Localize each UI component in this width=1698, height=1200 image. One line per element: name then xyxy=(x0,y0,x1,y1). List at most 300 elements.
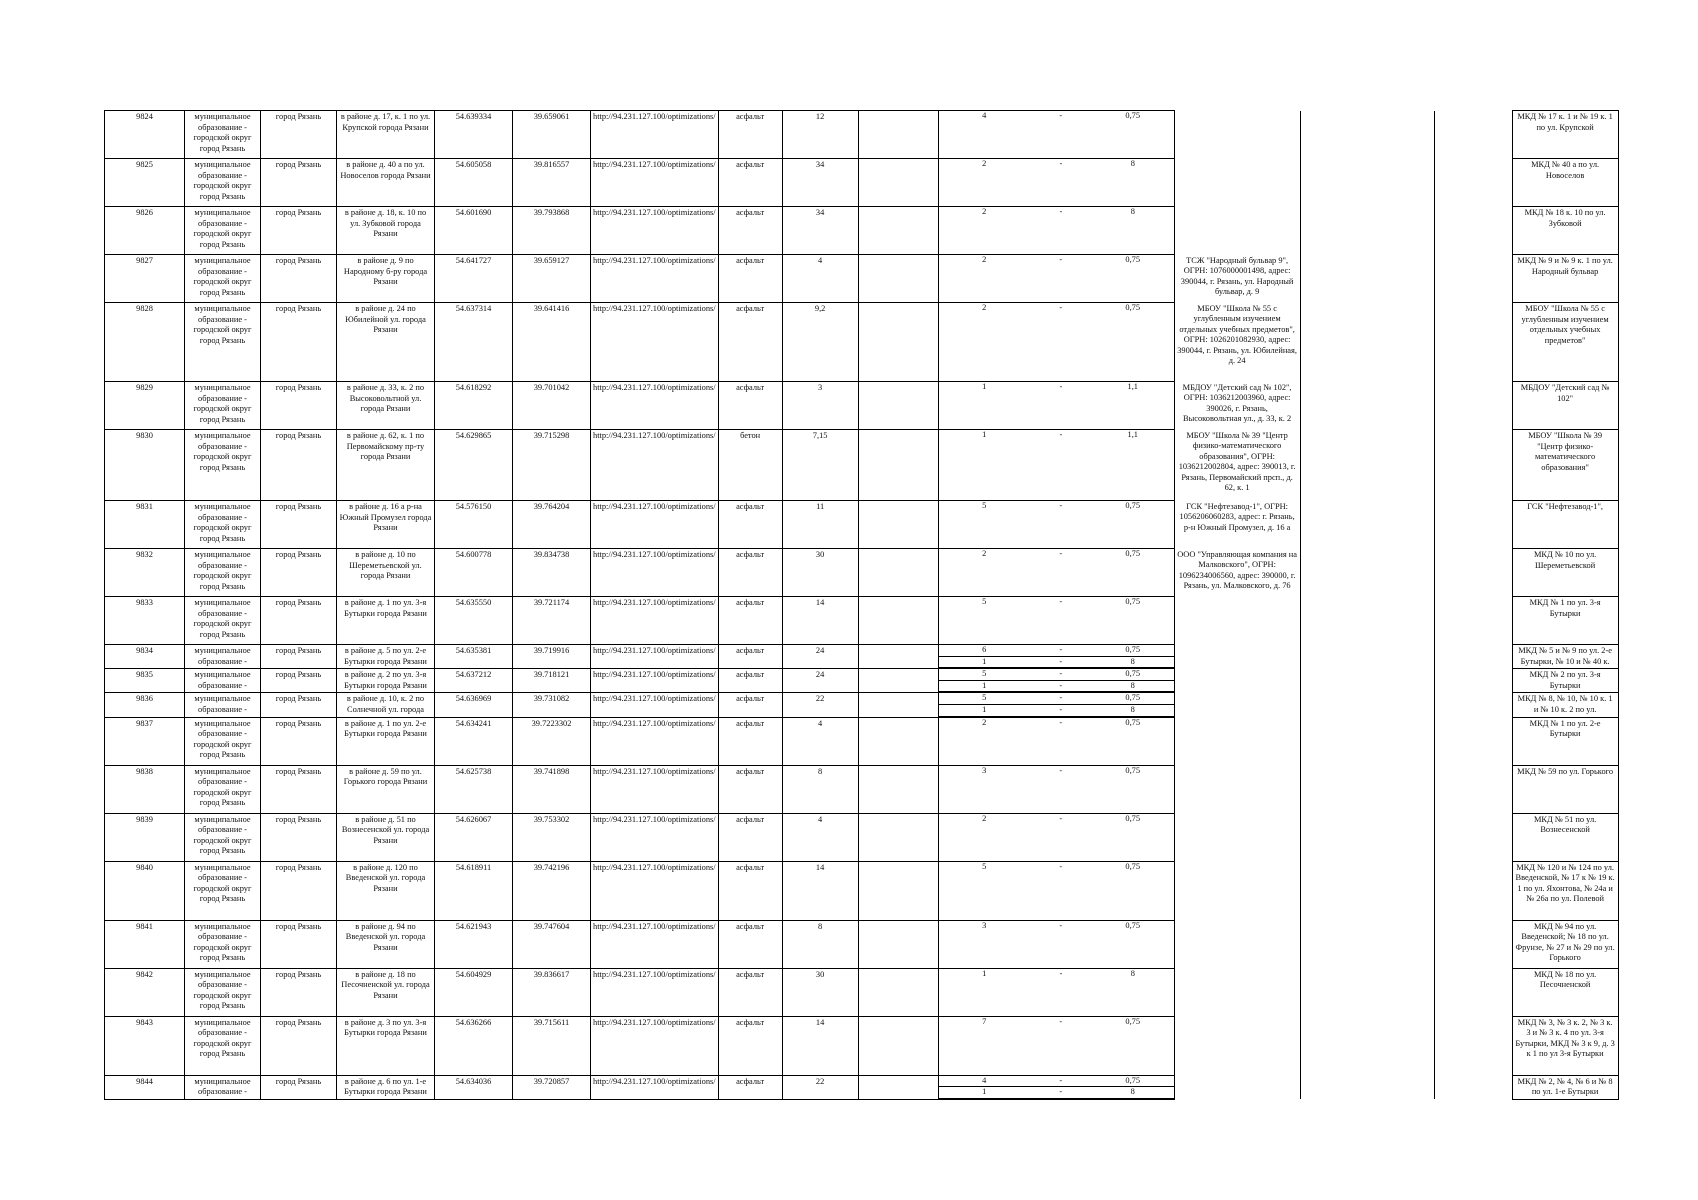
surface-type: бетон xyxy=(718,430,782,501)
municipality: муниципальное образование - городской округ город Рязань xyxy=(185,920,261,968)
container-group xyxy=(938,1075,1174,1099)
owner-info xyxy=(1174,1075,1300,1099)
empty-cell xyxy=(858,693,938,717)
longitude: 39.764204 xyxy=(513,501,591,549)
served-objects: МБОУ "Школа № 55 с углубленным изучением отдельных учебных предметов" xyxy=(1512,303,1618,382)
blank-col-a xyxy=(1300,159,1434,207)
longitude: 39.741898 xyxy=(513,765,591,813)
row-number: 9827 xyxy=(105,255,185,303)
surface-type: асфальт xyxy=(718,645,782,669)
latitude: 54.621943 xyxy=(435,920,513,968)
served-objects: МКД № 18 по ул. Песочненской xyxy=(1512,968,1618,1016)
container-dash: - xyxy=(1030,680,1092,692)
latitude: 54.634241 xyxy=(435,717,513,765)
blank-col-a xyxy=(1300,111,1434,159)
municipality: муниципальное образование - городской округ город Рязань xyxy=(185,765,261,813)
served-objects: МКД № 8, № 10, № 10 к. 1 и № 10 к. 2 по ул. xyxy=(1512,693,1618,717)
map-link[interactable]: http://94.231.127.100/optimizations/ xyxy=(591,669,719,693)
container-dash: - xyxy=(1059,111,1063,120)
map-link[interactable]: http://94.231.127.100/optimizations/ xyxy=(591,597,719,645)
owner-info xyxy=(1174,111,1300,159)
longitude: 39.834738 xyxy=(513,549,591,597)
container-count: 2 xyxy=(982,207,987,216)
table-row xyxy=(105,111,1619,159)
area-value: 14 xyxy=(782,597,858,645)
area-value: 4 xyxy=(782,717,858,765)
container-count: 2 xyxy=(982,303,987,312)
map-link[interactable]: http://94.231.127.100/optimizations/ xyxy=(591,645,719,669)
container-group xyxy=(938,430,1174,501)
container-dash: - xyxy=(1059,207,1063,216)
blank-col-a xyxy=(1300,1016,1434,1075)
table-row xyxy=(105,968,1619,1016)
row-number: 9828 xyxy=(105,303,185,382)
latitude: 54.625738 xyxy=(435,765,513,813)
container-group xyxy=(938,693,1174,717)
container-group xyxy=(938,382,1174,430)
surface-type: асфальт xyxy=(718,501,782,549)
owner-info xyxy=(1174,968,1300,1016)
location-address: в районе д. 62, к. 1 по Первомайскому пр-ту города Рязани xyxy=(337,430,435,501)
blank-col-b xyxy=(1434,207,1512,255)
municipality: муниципальное образование - городской округ город Рязань xyxy=(185,501,261,549)
municipality: муниципальное образование - городской округ город Рязань xyxy=(185,861,261,920)
location-address: в районе д. 9 по Народному б-ру города Рязани xyxy=(337,255,435,303)
surface-type: асфальт xyxy=(718,159,782,207)
container-count: 3 xyxy=(982,765,987,775)
empty-cell xyxy=(858,303,938,382)
container-dash: - xyxy=(1030,1076,1092,1087)
map-link[interactable]: http://94.231.127.100/optimizations/ xyxy=(591,968,719,1016)
location-address: в районе д. 120 по Введенской ул. города Рязани xyxy=(337,861,435,920)
container-volume: 8 xyxy=(1092,1087,1174,1099)
container-volume: 0,75 xyxy=(1125,717,1141,727)
city: город Рязань xyxy=(261,303,337,382)
blank-col-a xyxy=(1300,430,1434,501)
blank-col-a xyxy=(1300,549,1434,597)
blank-col-a xyxy=(1300,920,1434,968)
location-address: в районе д. 94 по Введенской ул. города Рязани xyxy=(337,920,435,968)
empty-cell xyxy=(858,111,938,159)
municipality: муниципальное образование - xyxy=(185,669,261,693)
container-dash: - xyxy=(1059,920,1063,930)
container-count: 1 xyxy=(982,382,987,391)
location-address: в районе д. 16 а р-на Южный Промузел города Рязани xyxy=(337,501,435,549)
served-objects: МКД № 51 по ул. Вознесенской xyxy=(1512,813,1618,861)
municipality: муниципальное образование - городской округ город Рязань xyxy=(185,430,261,501)
surface-type: асфальт xyxy=(718,1075,782,1099)
surface-type: асфальт xyxy=(718,920,782,968)
area-value: 34 xyxy=(782,207,858,255)
container-volume: 0,75 xyxy=(1125,765,1141,775)
map-link[interactable]: http://94.231.127.100/optimizations/ xyxy=(591,693,719,717)
city: город Рязань xyxy=(261,861,337,920)
city: город Рязань xyxy=(261,501,337,549)
container-volume: 0,75 xyxy=(1092,1076,1174,1087)
table-row xyxy=(105,430,1619,501)
container-volume: 0,75 xyxy=(1125,255,1141,264)
area-value: 22 xyxy=(782,693,858,717)
city: город Рязань xyxy=(261,207,337,255)
blank-col-b xyxy=(1434,669,1512,693)
latitude: 54.637314 xyxy=(435,303,513,382)
latitude: 54.629865 xyxy=(435,430,513,501)
blank-col-b xyxy=(1434,861,1512,920)
container-dash: - xyxy=(1059,501,1063,510)
longitude: 39.721174 xyxy=(513,597,591,645)
surface-type: асфальт xyxy=(718,382,782,430)
blank-col-b xyxy=(1434,717,1512,765)
row-number: 9844 xyxy=(105,1075,185,1099)
area-value: 7,15 xyxy=(782,430,858,501)
owner-info xyxy=(1174,1016,1300,1075)
owner-info xyxy=(1174,597,1300,645)
map-link[interactable]: http://94.231.127.100/optimizations/ xyxy=(591,303,719,382)
map-link[interactable]: http://94.231.127.100/optimizations/ xyxy=(591,1016,719,1075)
blank-col-a xyxy=(1300,255,1434,303)
latitude: 54.601690 xyxy=(435,207,513,255)
blank-col-b xyxy=(1434,430,1512,501)
city: город Рязань xyxy=(261,1016,337,1075)
container-group xyxy=(938,501,1174,549)
map-link[interactable]: http://94.231.127.100/optimizations/ xyxy=(591,765,719,813)
city: город Рязань xyxy=(261,159,337,207)
row-number: 9826 xyxy=(105,207,185,255)
surface-type: асфальт xyxy=(718,549,782,597)
served-objects: МКД № 9 и № 9 к. 1 по ул. Народный бульвар xyxy=(1512,255,1618,303)
city: город Рязань xyxy=(261,111,337,159)
owner-info: МБДОУ "Детский сад № 102", ОГРН: 1036212003960, адрес: 390026, г. Рязань, Высоковольтная ул., д. 33, к. 2 xyxy=(1174,382,1300,430)
table-row xyxy=(105,549,1619,597)
container-dash: - xyxy=(1030,656,1092,668)
city: город Рязань xyxy=(261,597,337,645)
longitude: 39.659061 xyxy=(513,111,591,159)
municipality: муниципальное образование - городской округ город Рязань xyxy=(185,597,261,645)
blank-col-a xyxy=(1300,669,1434,693)
map-link[interactable]: http://94.231.127.100/optimizations/ xyxy=(591,159,719,207)
municipality: муниципальное образование - городской округ город Рязань xyxy=(185,255,261,303)
location-address: в районе д. 18 по Песочненской ул. города Рязани xyxy=(337,968,435,1016)
container-volume: 0,75 xyxy=(1125,861,1141,871)
blank-col-b xyxy=(1434,111,1512,159)
blank-col-a xyxy=(1300,1075,1434,1099)
row-number: 9832 xyxy=(105,549,185,597)
served-objects: МКД № 94 по ул. Введенской; № 18 по ул. Фрунзе, № 27 и № 29 по ул. Горького xyxy=(1512,920,1618,968)
latitude: 54.600778 xyxy=(435,549,513,597)
longitude: 39.816557 xyxy=(513,159,591,207)
container-count: 1 xyxy=(982,968,987,978)
location-address: в районе д. 24 по Юбилейной ул. города Рязани xyxy=(337,303,435,382)
latitude: 54.605058 xyxy=(435,159,513,207)
area-value: 8 xyxy=(782,765,858,813)
area-value: 30 xyxy=(782,968,858,1016)
municipality: муниципальное образование - городской округ город Рязань xyxy=(185,159,261,207)
container-group xyxy=(938,765,1174,813)
container-dash: - xyxy=(1030,669,1092,680)
empty-cell xyxy=(858,861,938,920)
container-volume: 0,75 xyxy=(1092,645,1174,656)
container-count: 4 xyxy=(939,1076,1030,1087)
map-link[interactable]: http://94.231.127.100/optimizations/ xyxy=(591,255,719,303)
map-link[interactable]: http://94.231.127.100/optimizations/ xyxy=(591,920,719,968)
container-count: 7 xyxy=(982,1016,987,1026)
blank-col-b xyxy=(1434,1075,1512,1099)
container-dash: - xyxy=(1059,861,1063,871)
container-volume: 0,75 xyxy=(1125,920,1141,930)
map-link[interactable]: http://94.231.127.100/optimizations/ xyxy=(591,549,719,597)
table-row xyxy=(105,207,1619,255)
municipality: муниципальное образование - xyxy=(185,645,261,669)
row-number: 9835 xyxy=(105,669,185,693)
location-address: в районе д. 59 по ул. Горького города Рязани xyxy=(337,765,435,813)
container-volume: 0,75 xyxy=(1125,813,1141,823)
row-number: 9833 xyxy=(105,597,185,645)
city: город Рязань xyxy=(261,693,337,717)
area-value: 4 xyxy=(782,255,858,303)
row-number: 9837 xyxy=(105,717,185,765)
surface-type: асфальт xyxy=(718,765,782,813)
area-value: 22 xyxy=(782,1075,858,1099)
latitude: 54.636266 xyxy=(435,1016,513,1075)
container-dash: - xyxy=(1059,813,1063,823)
area-value: 30 xyxy=(782,549,858,597)
latitude: 54.636969 xyxy=(435,693,513,717)
municipality: муниципальное образование - городской округ город Рязань xyxy=(185,207,261,255)
empty-cell xyxy=(858,717,938,765)
container-volume: 8 xyxy=(1092,656,1174,668)
served-objects: МКД № 59 по ул. Горького xyxy=(1512,765,1618,813)
container-count: 1 xyxy=(939,656,1030,668)
owner-info xyxy=(1174,693,1300,717)
map-link[interactable]: http://94.231.127.100/optimizations/ xyxy=(591,111,719,159)
surface-type: асфальт xyxy=(718,717,782,765)
location-address: в районе д. 1 по ул. 3-я Бутырки города Рязани xyxy=(337,597,435,645)
container-group xyxy=(938,549,1174,597)
latitude: 54.626067 xyxy=(435,813,513,861)
container-group xyxy=(938,669,1174,693)
container-group xyxy=(938,159,1174,207)
container-dash: - xyxy=(1059,382,1063,391)
served-objects: ГСК "Нефтезавод-1", xyxy=(1512,501,1618,549)
row-number: 9836 xyxy=(105,693,185,717)
blank-col-a xyxy=(1300,597,1434,645)
empty-cell xyxy=(858,1075,938,1099)
container-volume: 8 xyxy=(1092,704,1174,716)
latitude: 54.639334 xyxy=(435,111,513,159)
row-number: 9831 xyxy=(105,501,185,549)
owner-info xyxy=(1174,159,1300,207)
map-link[interactable]: http://94.231.127.100/optimizations/ xyxy=(591,813,719,861)
container-count: 5 xyxy=(982,597,987,606)
table-row xyxy=(105,693,1619,717)
location-address: в районе д. 6 по ул. 1-е Бутырки города Рязани xyxy=(337,1075,435,1099)
blank-col-b xyxy=(1434,501,1512,549)
location-address: в районе д. 10, к. 2 по Солнечной ул. города xyxy=(337,693,435,717)
served-objects: МБОУ "Школа № 39 "Центр физико-математического образования" xyxy=(1512,430,1618,501)
map-link[interactable]: http://94.231.127.100/optimizations/ xyxy=(591,717,719,765)
latitude: 54.635550 xyxy=(435,597,513,645)
row-number: 9834 xyxy=(105,645,185,669)
owner-info xyxy=(1174,813,1300,861)
container-count: 4 xyxy=(982,111,987,120)
empty-cell xyxy=(858,669,938,693)
longitude: 39.719916 xyxy=(513,645,591,669)
blank-col-b xyxy=(1434,813,1512,861)
longitude: 39.836617 xyxy=(513,968,591,1016)
container-group xyxy=(938,861,1174,920)
table-row xyxy=(105,255,1619,303)
latitude: 54.635381 xyxy=(435,645,513,669)
map-link[interactable]: http://94.231.127.100/optimizations/ xyxy=(591,207,719,255)
served-objects: МКД № 2 по ул. 3-я Бутырки xyxy=(1512,669,1618,693)
map-link[interactable]: http://94.231.127.100/optimizations/ xyxy=(591,861,719,920)
table-row xyxy=(105,861,1619,920)
municipality: муниципальное образование - xyxy=(185,693,261,717)
city: город Рязань xyxy=(261,968,337,1016)
container-count: 1 xyxy=(939,704,1030,716)
blank-col-a xyxy=(1300,382,1434,430)
latitude: 54.637212 xyxy=(435,669,513,693)
row-number: 9829 xyxy=(105,382,185,430)
empty-cell xyxy=(858,597,938,645)
owner-info: ТСЖ "Народный бульвар 9", ОГРН: 1076000001498, адрес: 390044, г. Рязань, ул. Народный бульвар, д. 9 xyxy=(1174,255,1300,303)
blank-col-b xyxy=(1434,159,1512,207)
empty-cell xyxy=(858,968,938,1016)
empty-cell xyxy=(858,549,938,597)
row-number: 9839 xyxy=(105,813,185,861)
map-link[interactable]: http://94.231.127.100/optimizations/ xyxy=(591,430,719,501)
row-number: 9841 xyxy=(105,920,185,968)
empty-cell xyxy=(858,645,938,669)
container-volume: 8 xyxy=(1092,680,1174,692)
area-value: 11 xyxy=(782,501,858,549)
latitude: 54.618911 xyxy=(435,861,513,920)
container-dash: - xyxy=(1059,303,1063,312)
latitude: 54.576150 xyxy=(435,501,513,549)
longitude: 39.718121 xyxy=(513,669,591,693)
container-count: 6 xyxy=(939,645,1030,656)
container-dash: - xyxy=(1059,968,1063,978)
container-group xyxy=(938,968,1174,1016)
container-dash: - xyxy=(1030,645,1092,656)
empty-cell xyxy=(858,207,938,255)
container-count: 1 xyxy=(939,680,1030,692)
owner-info: ГСК "Нефтезавод-1", ОГРН: 1056206060283, адрес: г. Рязань, р-н Южный Промузел, д. 16 а xyxy=(1174,501,1300,549)
container-dash: - xyxy=(1059,717,1063,727)
container-volume: 0,75 xyxy=(1125,1016,1141,1026)
served-objects: МКД № 3, № 3 к. 2, № 3 к. 3 и № 3 к. 4 по ул. 3-я Бутырки, МКД № 3 к 9, д. 3 к 1 по ул 3-я Бутырки xyxy=(1512,1016,1618,1075)
blank-col-b xyxy=(1434,968,1512,1016)
surface-type: асфальт xyxy=(718,303,782,382)
map-link[interactable]: http://94.231.127.100/optimizations/ xyxy=(591,382,719,430)
city: город Рязань xyxy=(261,717,337,765)
blank-col-b xyxy=(1434,549,1512,597)
empty-cell xyxy=(858,430,938,501)
longitude: 39.753302 xyxy=(513,813,591,861)
container-group xyxy=(938,597,1174,645)
container-dash: - xyxy=(1059,255,1063,264)
served-objects: МБДОУ "Детский сад № 102" xyxy=(1512,382,1618,430)
longitude: 39.659127 xyxy=(513,255,591,303)
container-group xyxy=(938,920,1174,968)
area-value: 12 xyxy=(782,111,858,159)
longitude: 39.747604 xyxy=(513,920,591,968)
area-value: 34 xyxy=(782,159,858,207)
container-volume: 0,75 xyxy=(1125,303,1141,312)
table-row xyxy=(105,813,1619,861)
container-count: 1 xyxy=(982,430,987,439)
table-row xyxy=(105,159,1619,207)
blank-col-a xyxy=(1300,303,1434,382)
container-volume: 0,75 xyxy=(1125,549,1141,558)
surface-type: асфальт xyxy=(718,1016,782,1075)
row-number: 9830 xyxy=(105,430,185,501)
area-value: 24 xyxy=(782,669,858,693)
served-objects: МКД № 1 по ул. 3-я Бутырки xyxy=(1512,597,1618,645)
row-number: 9842 xyxy=(105,968,185,1016)
row-number: 9838 xyxy=(105,765,185,813)
longitude: 39.731082 xyxy=(513,693,591,717)
served-objects: МКД № 2, № 4, № 6 и № 8 по ул. 1-е Бутырки xyxy=(1512,1075,1618,1099)
container-count: 2 xyxy=(982,255,987,264)
table-row xyxy=(105,669,1619,693)
container-volume: 0,75 xyxy=(1092,693,1174,704)
empty-cell xyxy=(858,1016,938,1075)
container-count: 5 xyxy=(982,501,987,510)
location-address: в районе д. 2 по ул. 3-я Бутырки города Рязани xyxy=(337,669,435,693)
location-address: в районе д. 1 по ул. 2-е Бутырки города Рязани xyxy=(337,717,435,765)
container-group xyxy=(938,813,1174,861)
container-count: 5 xyxy=(939,693,1030,704)
blank-col-b xyxy=(1434,255,1512,303)
location-address: в районе д. 18, к. 10 по ул. Зубковой города Рязани xyxy=(337,207,435,255)
blank-col-b xyxy=(1434,693,1512,717)
container-volume: 8 xyxy=(1130,968,1135,978)
empty-cell xyxy=(858,813,938,861)
longitude: 39.715298 xyxy=(513,430,591,501)
city: город Рязань xyxy=(261,669,337,693)
location-address: в районе д. 17, к. 1 по ул. Крупской города Рязани xyxy=(337,111,435,159)
container-count: 5 xyxy=(939,669,1030,680)
map-link[interactable]: http://94.231.127.100/optimizations/ xyxy=(591,501,719,549)
container-count: 1 xyxy=(939,1087,1030,1099)
blank-col-a xyxy=(1300,207,1434,255)
municipality: муниципальное образование - городской округ город Рязань xyxy=(185,111,261,159)
container-volume: 0,75 xyxy=(1125,597,1141,606)
served-objects: МКД № 18 к. 10 по ул. Зубковой xyxy=(1512,207,1618,255)
municipality: муниципальное образование - городской округ город Рязань xyxy=(185,717,261,765)
longitude: 39.641416 xyxy=(513,303,591,382)
container-dash: - xyxy=(1059,549,1063,558)
container-volume: 0,75 xyxy=(1125,111,1141,120)
area-value: 14 xyxy=(782,1016,858,1075)
surface-type: асфальт xyxy=(718,111,782,159)
city: город Рязань xyxy=(261,920,337,968)
map-link[interactable]: http://94.231.127.100/optimizations/ xyxy=(591,1075,719,1099)
blank-col-a xyxy=(1300,645,1434,669)
owner-info: ООО "Управляющая компания на Малковского", ОГРН: 1096234006560, адрес: 390000, г. Рязань, ул. Малковского, д. 76 xyxy=(1174,549,1300,597)
container-group xyxy=(938,1016,1174,1075)
container-dash: - xyxy=(1030,704,1092,716)
area-value: 8 xyxy=(782,920,858,968)
blank-col-a xyxy=(1300,693,1434,717)
blank-col-b xyxy=(1434,920,1512,968)
area-value: 4 xyxy=(782,813,858,861)
container-dash: - xyxy=(1059,597,1063,606)
table-row xyxy=(105,303,1619,382)
surface-type: асфальт xyxy=(718,669,782,693)
container-group xyxy=(938,255,1174,303)
